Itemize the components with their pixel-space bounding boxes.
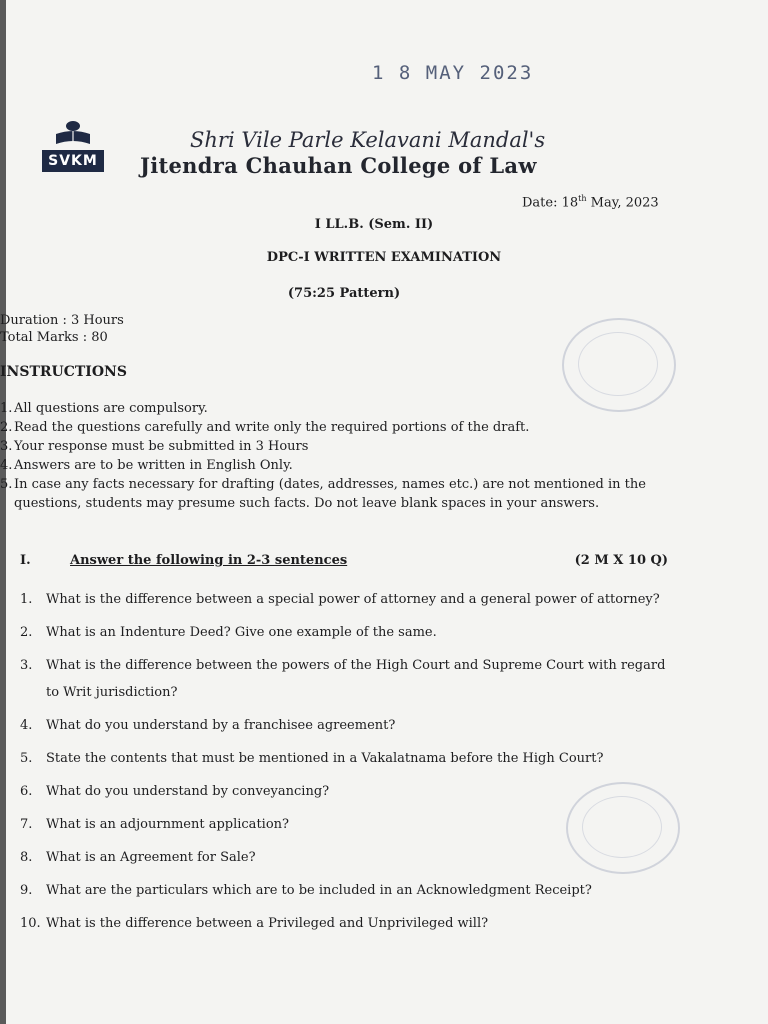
section-marks: (2 M X 10 Q) bbox=[574, 553, 668, 568]
svkm-logo bbox=[34, 120, 112, 176]
instruction-number: 2. bbox=[0, 420, 13, 435]
question-item bbox=[20, 910, 670, 937]
question-number: 5. bbox=[20, 751, 33, 766]
instruction-text: All questions are compulsory. bbox=[14, 401, 208, 416]
exam-date-rest: May, 2023 bbox=[586, 195, 659, 211]
exam-date bbox=[522, 194, 659, 210]
duration: Duration : 3 Hours bbox=[0, 313, 124, 328]
question-item bbox=[20, 712, 670, 739]
exam-title: DPC-I WRITTEN EXAMINATION bbox=[266, 250, 502, 265]
questions-list bbox=[20, 586, 670, 943]
question-item bbox=[20, 619, 670, 646]
exam-date-suffix: th bbox=[578, 194, 587, 203]
question-text: What is the difference between the powers of the High Court and Supreme Court with regard to Writ jurisdiction? bbox=[46, 658, 666, 700]
seal-inner-ring bbox=[578, 332, 658, 396]
logo-badge-text: SVKM bbox=[42, 150, 104, 172]
question-text: What is an Agreement for Sale? bbox=[46, 850, 256, 865]
question-number: 2. bbox=[20, 625, 33, 640]
instruction-text: Read the questions carefully and write only the required portions of the draft. bbox=[14, 420, 530, 435]
question-number: 9. bbox=[20, 883, 33, 898]
instruction-number: 5. bbox=[0, 477, 13, 492]
question-item bbox=[20, 652, 670, 706]
question-text: What is the difference between a special power of attorney and a general power of attorney? bbox=[46, 592, 660, 607]
instruction-text: Answers are to be written in English Only. bbox=[14, 458, 293, 473]
question-number: 1. bbox=[20, 592, 33, 607]
question-item bbox=[20, 745, 670, 772]
course-title: I LL.B. (Sem. II) bbox=[314, 217, 434, 232]
question-item bbox=[20, 877, 670, 904]
instruction-item bbox=[0, 456, 680, 475]
marks-pattern: (75:25 Pattern) bbox=[287, 286, 401, 301]
question-number: 4. bbox=[20, 718, 33, 733]
college-seal-bottom bbox=[566, 782, 680, 874]
instruction-item bbox=[0, 437, 680, 456]
question-text: What is an Indenture Deed? Give one example of the same. bbox=[46, 625, 437, 640]
question-item bbox=[20, 586, 670, 613]
seal-inner-ring bbox=[582, 796, 662, 858]
question-number: 10. bbox=[20, 916, 41, 931]
question-number: 8. bbox=[20, 850, 33, 865]
section-number: I. bbox=[20, 553, 31, 568]
question-text: What do you understand by conveyancing? bbox=[46, 784, 330, 799]
college-seal-top bbox=[562, 318, 676, 412]
instructions-heading: INSTRUCTIONS bbox=[0, 364, 127, 380]
instruction-number: 1. bbox=[0, 401, 13, 416]
question-number: 6. bbox=[20, 784, 33, 799]
question-text: What is the difference between a Privileged and Unprivileged will? bbox=[46, 916, 489, 931]
instruction-item bbox=[0, 418, 680, 437]
college-name: Jitendra Chauhan College of Law bbox=[140, 153, 537, 178]
question-item bbox=[20, 778, 670, 805]
instruction-item bbox=[0, 475, 680, 513]
instruction-text: In case any facts necessary for drafting (dates, addresses, names etc.) are not mentioned in the questions, students may presume such facts. Do not leave blank spaces in your answers. bbox=[14, 477, 646, 511]
instruction-text: Your response must be submitted in 3 Hours bbox=[14, 439, 309, 454]
question-text: What is an adjournment application? bbox=[46, 817, 289, 832]
exam-date-prefix: Date: 18 bbox=[522, 195, 579, 211]
question-number: 7. bbox=[20, 817, 33, 832]
question-text: State the contents that must be mentioned in a Vakalatnama before the High Court? bbox=[46, 751, 604, 766]
total-marks: Total Marks : 80 bbox=[0, 330, 108, 345]
instruction-number: 4. bbox=[0, 458, 13, 473]
received-date-stamp: 1 8 MAY 2023 bbox=[372, 62, 534, 84]
question-text: What are the particulars which are to be included in an Acknowledgment Receipt? bbox=[46, 883, 592, 898]
instruction-number: 3. bbox=[0, 439, 13, 454]
question-text: What do you understand by a franchisee agreement? bbox=[46, 718, 396, 733]
book-icon bbox=[54, 120, 92, 146]
instructions-list bbox=[0, 399, 680, 513]
instruction-item bbox=[0, 399, 680, 418]
question-number: 3. bbox=[20, 658, 33, 673]
section-title: Answer the following in 2-3 sentences bbox=[70, 553, 348, 568]
trust-name: Shri Vile Parle Kelavani Mandal's bbox=[190, 128, 546, 152]
